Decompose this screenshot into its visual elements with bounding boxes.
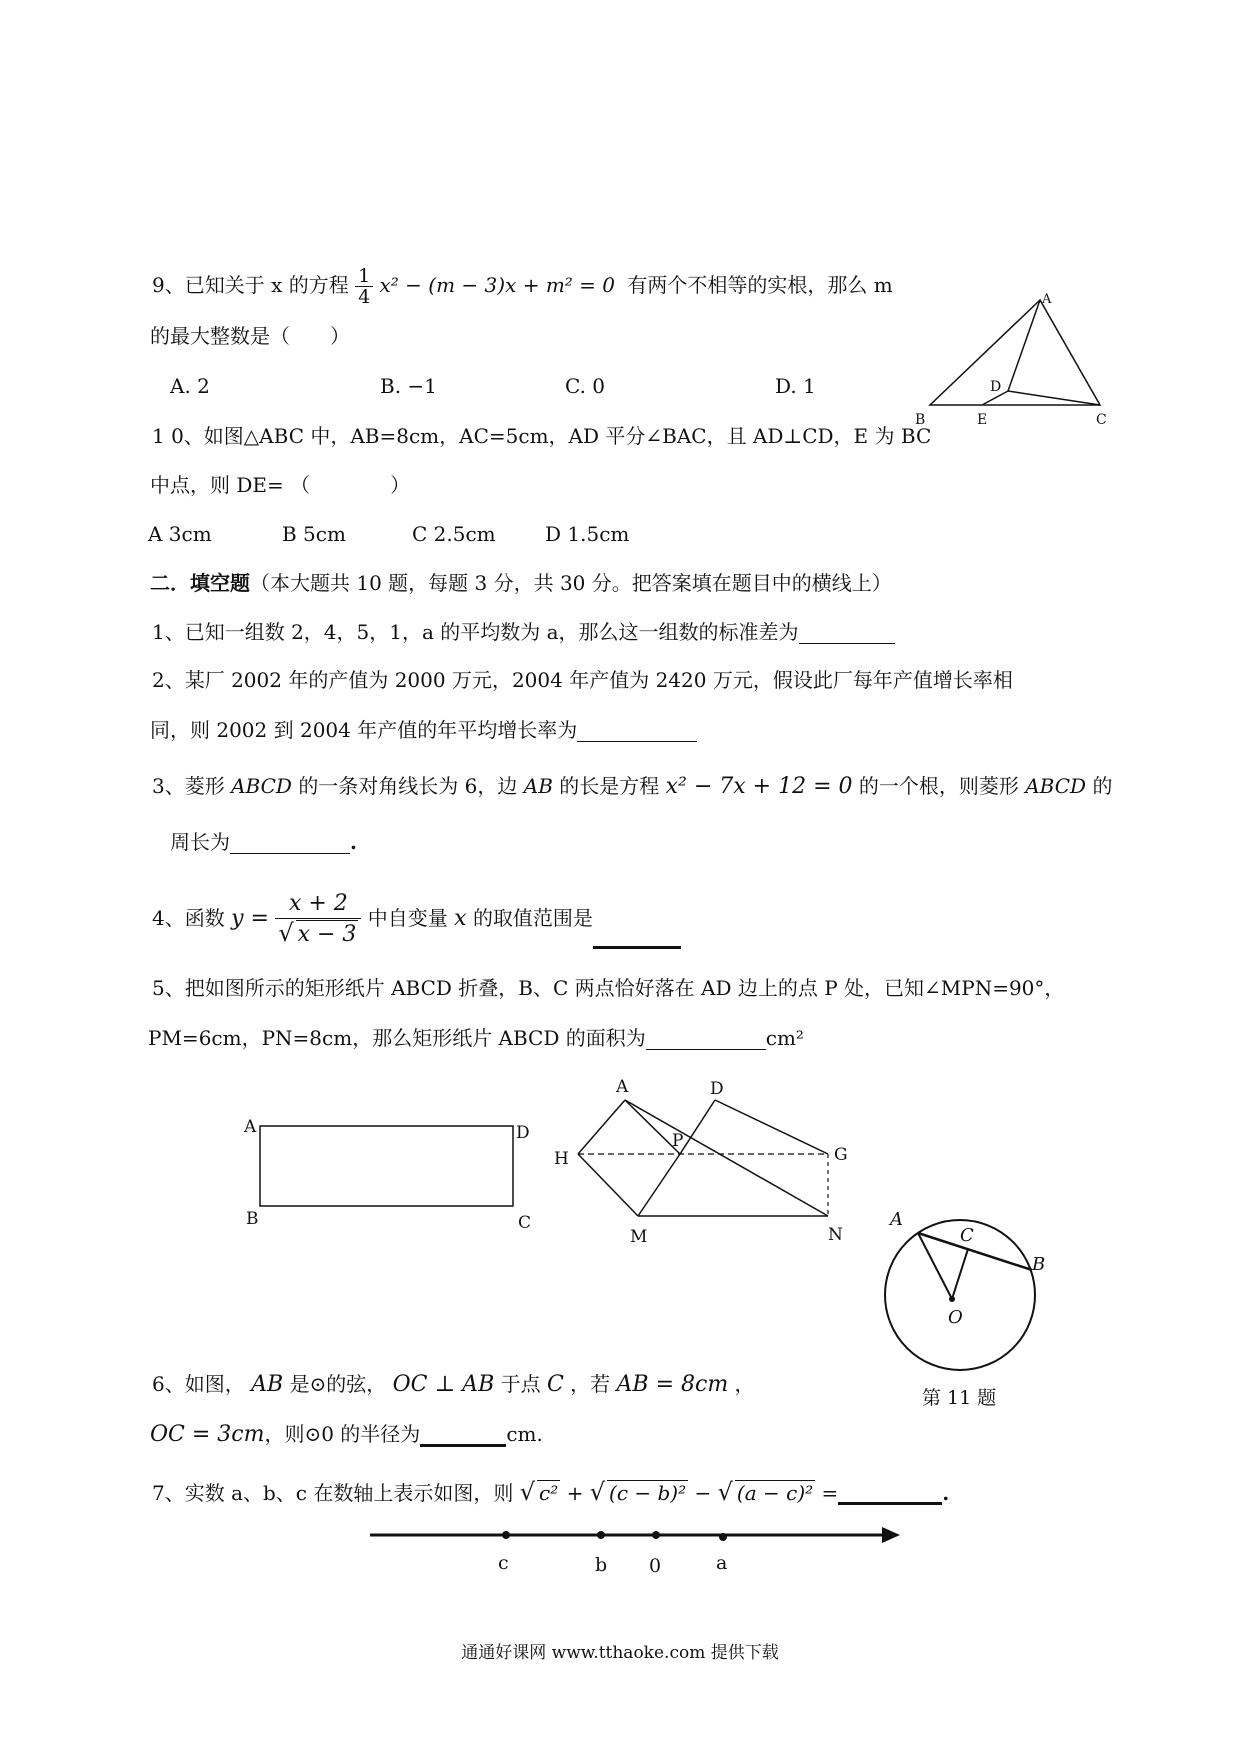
axis-label-b: b	[595, 1554, 608, 1576]
circle-caption: 第 11 题	[922, 1387, 997, 1409]
f2-answer-blank[interactable]	[577, 721, 697, 742]
f3-line2-text: 周长为	[170, 830, 230, 854]
f5-line2	[148, 1026, 804, 1050]
section2-heading	[150, 571, 892, 595]
q10-option-c: C 2.5cm	[412, 522, 496, 546]
f4-line	[152, 890, 681, 949]
f5-line1: 5、把如图所示的矩形纸片 ABCD 折叠，B、C 两点恰好落在 AD 边上的点 P 处，已知∠MPN=90°，	[152, 976, 1065, 1000]
q10-line2: 中点，则 DE= （ ）	[150, 473, 411, 497]
q9-option-a: A. 2	[170, 374, 210, 398]
f7-term3: (a − c)²	[736, 1481, 814, 1505]
fold-line-dg	[715, 1100, 828, 1154]
section2-note: （本大题共 10 题，每题 3 分，共 30 分。把答案填在题目中的横线上）	[250, 571, 892, 595]
fold-label-h: H	[554, 1149, 569, 1169]
f3-p3: 的长是方程	[559, 774, 660, 798]
f4-suffix: 的取值范围是	[472, 906, 593, 930]
f3-answer-blank[interactable]	[230, 833, 350, 854]
f3-abcd-2: ABCD	[1025, 774, 1087, 798]
f4-mid: 中自变量	[367, 906, 448, 930]
fold-label-n: N	[828, 1225, 843, 1245]
point-c	[502, 1531, 510, 1539]
triangle-figure	[900, 285, 1130, 435]
f7-term1: c²	[539, 1481, 559, 1505]
f3-p5: 的	[1092, 774, 1113, 798]
q9-line2: 的最大整数是（ ）	[150, 324, 350, 348]
f7-answer-blank[interactable]	[838, 1482, 942, 1505]
q10-option-b: B 5cm	[282, 522, 346, 546]
axis-label-c: c	[498, 1552, 509, 1574]
f3-equation: x² − 7x + 12 = 0	[665, 774, 853, 799]
number-line	[370, 1515, 910, 1585]
f7-end: .	[942, 1481, 950, 1505]
fold-label-d: D	[710, 1079, 724, 1099]
point-a	[719, 1533, 727, 1541]
f6-line2b: ，则⊙0 的半径为	[264, 1422, 421, 1446]
f6-answer-blank[interactable]	[420, 1424, 506, 1447]
fold-label-g: G	[834, 1145, 848, 1165]
fold-label-p: P	[672, 1131, 684, 1151]
tri-label-e: E	[977, 412, 988, 428]
f6-ab8: AB = 8cm	[616, 1372, 729, 1397]
f6-p1: 6、如图，	[152, 1372, 245, 1396]
circle-label-c: C	[960, 1225, 974, 1246]
q9-frac-den: 4	[358, 286, 371, 308]
rect-label-a: A	[244, 1117, 257, 1137]
q9-fraction	[355, 266, 373, 307]
f3-line2-end: .	[350, 830, 357, 854]
f3-p1: 3、菱形	[152, 774, 225, 798]
center-dot	[949, 1296, 955, 1302]
q9-prefix: 9、已知关于 x 的方程	[152, 273, 349, 297]
f3-line1	[152, 774, 1112, 799]
f5-line2-text: PM=6cm，PN=8cm，那么矩形纸片 ABCD 的面积为	[148, 1026, 646, 1050]
f6-line2	[150, 1422, 543, 1447]
tri-label-d: D	[990, 379, 1002, 395]
f4-den-wrap	[275, 919, 361, 949]
f7-term2: (c − b)²	[609, 1481, 687, 1505]
sqrt-sign: √	[589, 1478, 606, 1506]
f3-p4: 的一个根，则菱形	[858, 774, 1019, 798]
f1-text: 1、已知一组数 2，4，5，1，a 的平均数为 a，那么这一组数的标准差为	[152, 620, 799, 644]
fold-label-m: M	[630, 1227, 648, 1247]
q9-line1	[152, 266, 893, 307]
rectangle-figure	[240, 1110, 540, 1233]
fold-line-an	[625, 1100, 828, 1216]
f4-den: x − 3	[297, 922, 357, 947]
f5-answer-blank[interactable]	[646, 1029, 766, 1050]
f4-fraction	[275, 890, 361, 949]
rect-label-c: C	[518, 1213, 532, 1233]
segment-oc	[952, 1249, 968, 1299]
f4-prefix: 4、函数	[152, 906, 225, 930]
f7-eq: =	[821, 1481, 839, 1505]
fold-line-mp	[638, 1154, 680, 1216]
f6-line2c: cm.	[506, 1422, 543, 1446]
rect-label-b: B	[246, 1209, 259, 1229]
f4-answer-blank[interactable]	[593, 926, 681, 949]
f1-line	[152, 620, 895, 644]
fold-line-ha	[578, 1100, 625, 1154]
rect-label-d: D	[516, 1123, 530, 1143]
f6-p4: ，若	[570, 1372, 611, 1396]
f2-line2-text: 同，则 2002 到 2004 年产值的年平均增长率为	[150, 718, 578, 742]
f3-line2	[170, 830, 357, 854]
f3-ab: AB	[523, 774, 553, 798]
circle-figure	[870, 1205, 1050, 1405]
f6-oc-perp: OC ⊥ AB	[392, 1372, 495, 1397]
fold-line-hm	[578, 1154, 638, 1216]
q10-line1: 1 0、如图△ABC 中，AB=8cm，AC=5cm，AD 平分∠BAC，且 AD⊥CD，E 为 BC	[152, 424, 932, 448]
f6-line1	[152, 1372, 755, 1397]
q9-equation: x² − (m − 3)x + m² = 0	[379, 273, 615, 297]
sqrt-sign: √	[519, 1478, 536, 1506]
f2-line2	[150, 718, 697, 742]
q9-suffix: 有两个不相等的实根，那么 m	[627, 273, 893, 297]
circle-label-b: B	[1032, 1254, 1046, 1275]
segment-ad	[1008, 300, 1040, 391]
f1-answer-blank[interactable]	[799, 623, 895, 644]
f6-p5: ，	[734, 1372, 755, 1396]
f4-x: x	[454, 906, 467, 931]
f6-c: C	[546, 1372, 564, 1397]
fold-label-a: A	[616, 1077, 629, 1097]
circle-label-a: A	[890, 1209, 903, 1230]
f5-unit: cm²	[765, 1026, 804, 1050]
rectangle-abcd	[260, 1126, 513, 1206]
f6-ab: AB	[251, 1372, 284, 1397]
plus-sign: +	[566, 1481, 584, 1505]
f6-oc3: OC = 3cm	[150, 1422, 265, 1447]
q9-option-c: C. 0	[565, 374, 606, 398]
f3-abcd: ABCD	[231, 774, 292, 798]
f4-y-eq: y =	[231, 906, 269, 931]
sqrt-sign: √	[278, 919, 294, 947]
tri-label-a: A	[1042, 292, 1052, 307]
tri-label-b: B	[915, 412, 926, 428]
axis-label-a: a	[716, 1552, 728, 1574]
f4-num: x + 2	[275, 890, 361, 919]
segment-dc	[1008, 391, 1100, 405]
point-0	[652, 1531, 660, 1539]
q9-option-d: D. 1	[775, 374, 816, 398]
f7-prefix: 7、实数 a、b、c 在数轴上表示如图，则	[152, 1481, 514, 1505]
axis-label-0: 0	[649, 1555, 662, 1577]
f6-p3: 于点	[500, 1372, 541, 1396]
q10-option-a: A 3cm	[148, 522, 212, 546]
tri-label-c: C	[1096, 412, 1107, 428]
q9-option-b: B. −1	[380, 374, 437, 398]
q9-frac-num: 1	[355, 266, 373, 287]
f3-p2: 的一条对角线长为 6，边	[298, 774, 518, 798]
axis-arrow	[882, 1527, 900, 1543]
q10-option-d: D 1.5cm	[545, 522, 630, 546]
section2-title: 二．填空题	[150, 571, 250, 595]
triangle-abc	[930, 300, 1100, 405]
sqrt-sign: √	[717, 1478, 733, 1506]
fold-line-pd	[680, 1100, 715, 1154]
f7-line	[152, 1480, 949, 1505]
point-b	[597, 1531, 605, 1539]
f2-line1: 2、某厂 2002 年的产值为 2000 万元，2004 年产值为 2420 万元，假设此厂每年产值增长率相	[152, 668, 1013, 692]
fold-figure	[550, 1070, 870, 1250]
minus-sign: −	[694, 1481, 712, 1505]
f6-p2: 是⊙的弦，	[289, 1372, 387, 1396]
page-footer: 通通好课网 www.tthaoke.com 提供下载	[461, 1643, 779, 1663]
circle-label-o: O	[948, 1307, 963, 1328]
